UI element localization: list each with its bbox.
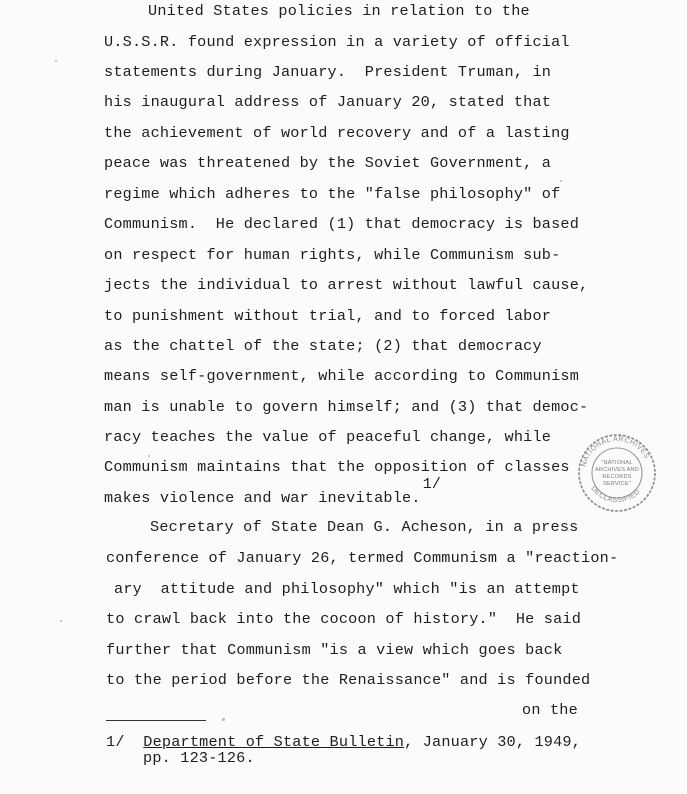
text-line: to crawl back into the cocoon of history." He said (106, 610, 582, 628)
scan-speck (60, 620, 62, 622)
stamp-line: ARCHIVES AND (594, 467, 640, 473)
text-line: racy teaches the value of peaceful change, while (104, 428, 552, 446)
footnote-separator (106, 720, 206, 721)
text-line: on respect for human rights, while Communism sub- (104, 246, 561, 264)
text-line: peace was threatened by the Soviet Government, a (104, 154, 552, 172)
text-line: Communism. He declared (1) that democracy is based (104, 215, 580, 233)
scan-speck (55, 60, 57, 62)
footnote-line (106, 735, 581, 750)
text-line: to punishment without trial, and to forced labor (104, 307, 552, 325)
text-line: statements during January. President Truman, in (104, 63, 552, 81)
text-line: ary attitude and philosophy" which "is an attempt (114, 580, 580, 598)
text-line: jects the individual to arrest without lawful cause, (104, 276, 589, 294)
text-line: Communism maintains that the opposition of classes (104, 458, 570, 476)
stamp-line: "NATIONAL (601, 460, 633, 466)
footnote-pages: pp. 123-126. (143, 749, 255, 767)
stamp-line: RECORDS (602, 474, 632, 480)
stamp-ring-top: NATIONAL ARCHIVES (580, 435, 651, 468)
footnote-citation: , January 30, 1949, (404, 733, 582, 751)
text-line: as the chattel of the state; (2) that democracy (104, 337, 542, 355)
continuation-cue: on the (522, 701, 578, 719)
stamp-ring-bottom: DECLASSIFIED (589, 485, 642, 505)
text-line-content: makes violence and war inevitable. (104, 489, 421, 507)
stamp-line: SERVICE" (602, 481, 632, 487)
archives-stamp (576, 432, 658, 514)
text-line: his inaugural address of January 20, stated that (104, 93, 552, 111)
text-line: the achievement of world recovery and of a lasting (104, 124, 570, 142)
scan-speck (222, 718, 225, 721)
text-line: United States policies in relation to the (148, 2, 530, 20)
text-line (104, 476, 442, 507)
text-line: U.S.S.R. found expression in a variety of official (104, 33, 570, 51)
text-line: regime which adheres to the "false philosophy" of (104, 185, 561, 203)
text-line: Secretary of State Dean G. Acheson, in a press (150, 518, 579, 536)
scan-speck (560, 180, 562, 182)
text-line: means self-government, while according to Communism (104, 367, 580, 385)
text-line: man is unable to govern himself; and (3) that democ- (104, 398, 589, 416)
scan-speck (148, 455, 150, 457)
footnote-marker: 1/ (106, 733, 125, 751)
text-line: conference of January 26, termed Communism a "reaction- (106, 549, 619, 567)
footnote-reference: 1/ (422, 476, 442, 493)
text-line: further that Communism "is a view which goes back (106, 641, 563, 659)
footnote-source-title: Department of State Bulletin (143, 733, 405, 751)
text-line: to the period before the Renaissance" and is founded (106, 671, 591, 689)
